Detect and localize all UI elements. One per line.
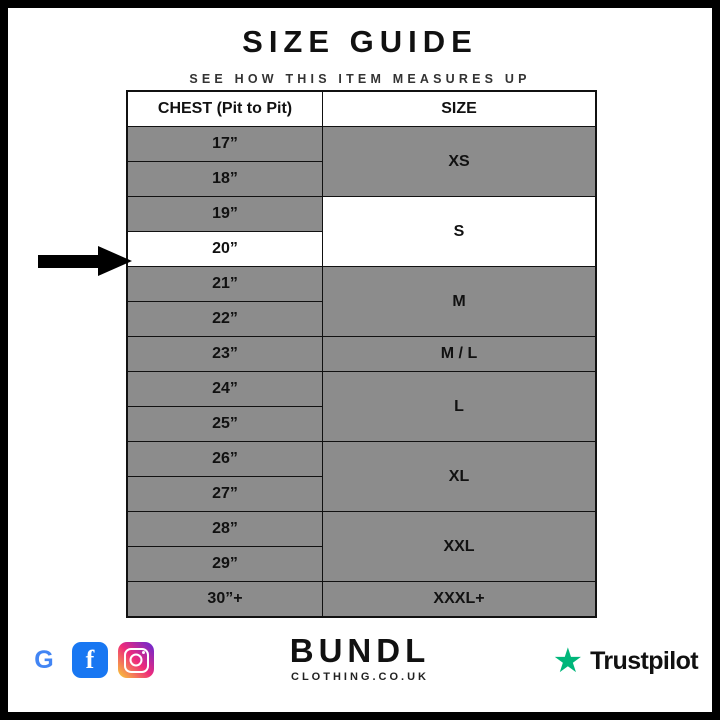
size-cell-xxxl: XXXL+ bbox=[323, 582, 597, 618]
chest-cell: 22” bbox=[127, 302, 323, 337]
chest-cell: 25” bbox=[127, 407, 323, 442]
star-icon: ★ bbox=[552, 642, 584, 680]
size-table bbox=[126, 90, 597, 618]
chest-cell: 26” bbox=[127, 442, 323, 477]
chest-cell: 24” bbox=[127, 372, 323, 407]
facebook-glyph: f bbox=[85, 645, 95, 674]
table-row bbox=[127, 337, 596, 372]
chest-cell: 27” bbox=[127, 477, 323, 512]
size-guide-card bbox=[8, 8, 712, 712]
size-cell-xs: XS bbox=[323, 127, 597, 197]
chest-cell: 17” bbox=[127, 127, 323, 162]
column-header-size: SIZE bbox=[323, 91, 597, 127]
trustpilot-label: Trustpilot bbox=[590, 646, 698, 675]
page-title: SIZE GUIDE bbox=[242, 24, 478, 59]
google-glyph: G bbox=[34, 645, 54, 674]
chest-cell: 19” bbox=[127, 197, 323, 232]
table-row bbox=[127, 512, 596, 547]
page-subtitle: SEE HOW THIS ITEM MEASURES UP bbox=[189, 72, 531, 86]
size-cell-xl: XL bbox=[323, 442, 597, 512]
chest-cell: 23” bbox=[127, 337, 323, 372]
table-row bbox=[127, 442, 596, 477]
size-cell-ml: M / L bbox=[323, 337, 597, 372]
table-row bbox=[127, 127, 596, 162]
right-arrow-icon bbox=[38, 246, 132, 276]
column-header-chest: CHEST (Pit to Pit) bbox=[127, 91, 323, 127]
chest-cell: 29” bbox=[127, 547, 323, 582]
table-row bbox=[127, 267, 596, 302]
table-header-row bbox=[127, 91, 596, 127]
chest-cell-selected: 20” bbox=[127, 232, 323, 267]
chest-cell: 30”+ bbox=[127, 582, 323, 618]
size-cell-l: L bbox=[323, 372, 597, 442]
brand-domain: CLOTHING.CO.UK bbox=[291, 670, 429, 683]
chest-cell: 21” bbox=[127, 267, 323, 302]
table-row bbox=[127, 582, 596, 618]
table-row bbox=[127, 197, 596, 232]
size-table-container bbox=[126, 90, 594, 618]
size-cell-xxl: XXL bbox=[323, 512, 597, 582]
size-cell-s: S bbox=[323, 197, 597, 267]
arrow-head bbox=[98, 246, 132, 276]
trustpilot-logo[interactable] bbox=[553, 644, 698, 678]
footer bbox=[8, 634, 712, 694]
brand-name: BUNDL bbox=[289, 632, 431, 669]
table-row bbox=[127, 372, 596, 407]
arrow-shaft bbox=[38, 255, 100, 268]
chest-cell: 18” bbox=[127, 162, 323, 197]
size-cell-m: M bbox=[323, 267, 597, 337]
chest-cell: 28” bbox=[127, 512, 323, 547]
